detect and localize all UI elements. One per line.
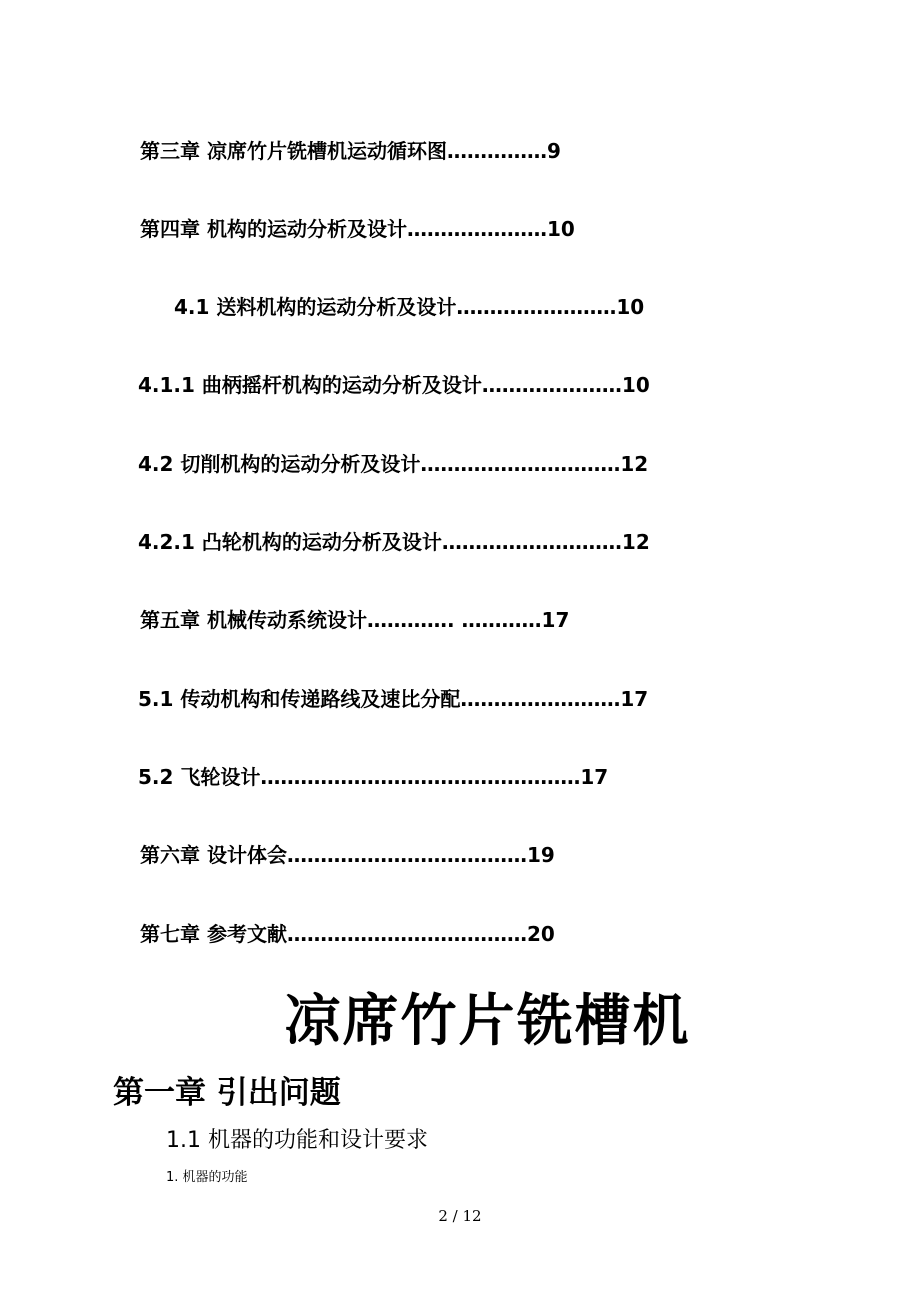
toc-entry-section-5-1: 5.1 传动机构和传递路线及速比分配……………………17 — [138, 687, 649, 711]
sub-item-label: 1. 机器的功能 — [166, 1170, 248, 1185]
section-heading: 1.1 机器的功能和设计要求 — [166, 1128, 428, 1153]
document-title: 凉席竹片铣槽机 — [284, 988, 691, 1054]
toc-entry-section-4-2-1: 4.2.1 凸轮机构的运动分析及设计………………………12 — [138, 530, 650, 554]
toc-entry-chapter-5: 第五章 机械传动系统设计…………. …………17 — [140, 608, 570, 632]
toc-entry-chapter-4: 第四章 机构的运动分析及设计…………………10 — [140, 217, 575, 241]
chapter-heading: 第一章 引出问题 — [113, 1075, 341, 1111]
toc-entry-section-4-1: 4.1 送料机构的运动分析及设计……………………10 — [174, 295, 645, 319]
toc-entry-section-5-2: 5.2 飞轮设计…………………………………………17 — [138, 765, 609, 789]
toc-entry-chapter-6: 第六章 设计体会………………………………19 — [140, 843, 555, 867]
toc-entry-section-4-1-1: 4.1.1 曲柄摇杆机构的运动分析及设计…………………10 — [138, 373, 650, 397]
toc-entry-section-4-2: 4.2 切削机构的运动分析及设计…………………………12 — [138, 452, 649, 476]
toc-entry-chapter-7: 第七章 参考文献………………………………20 — [140, 922, 555, 946]
page-number: 2 / 12 — [438, 1207, 482, 1225]
toc-entry-chapter-3: 第三章 凉席竹片铣槽机运动循环图……………9 — [140, 139, 561, 163]
